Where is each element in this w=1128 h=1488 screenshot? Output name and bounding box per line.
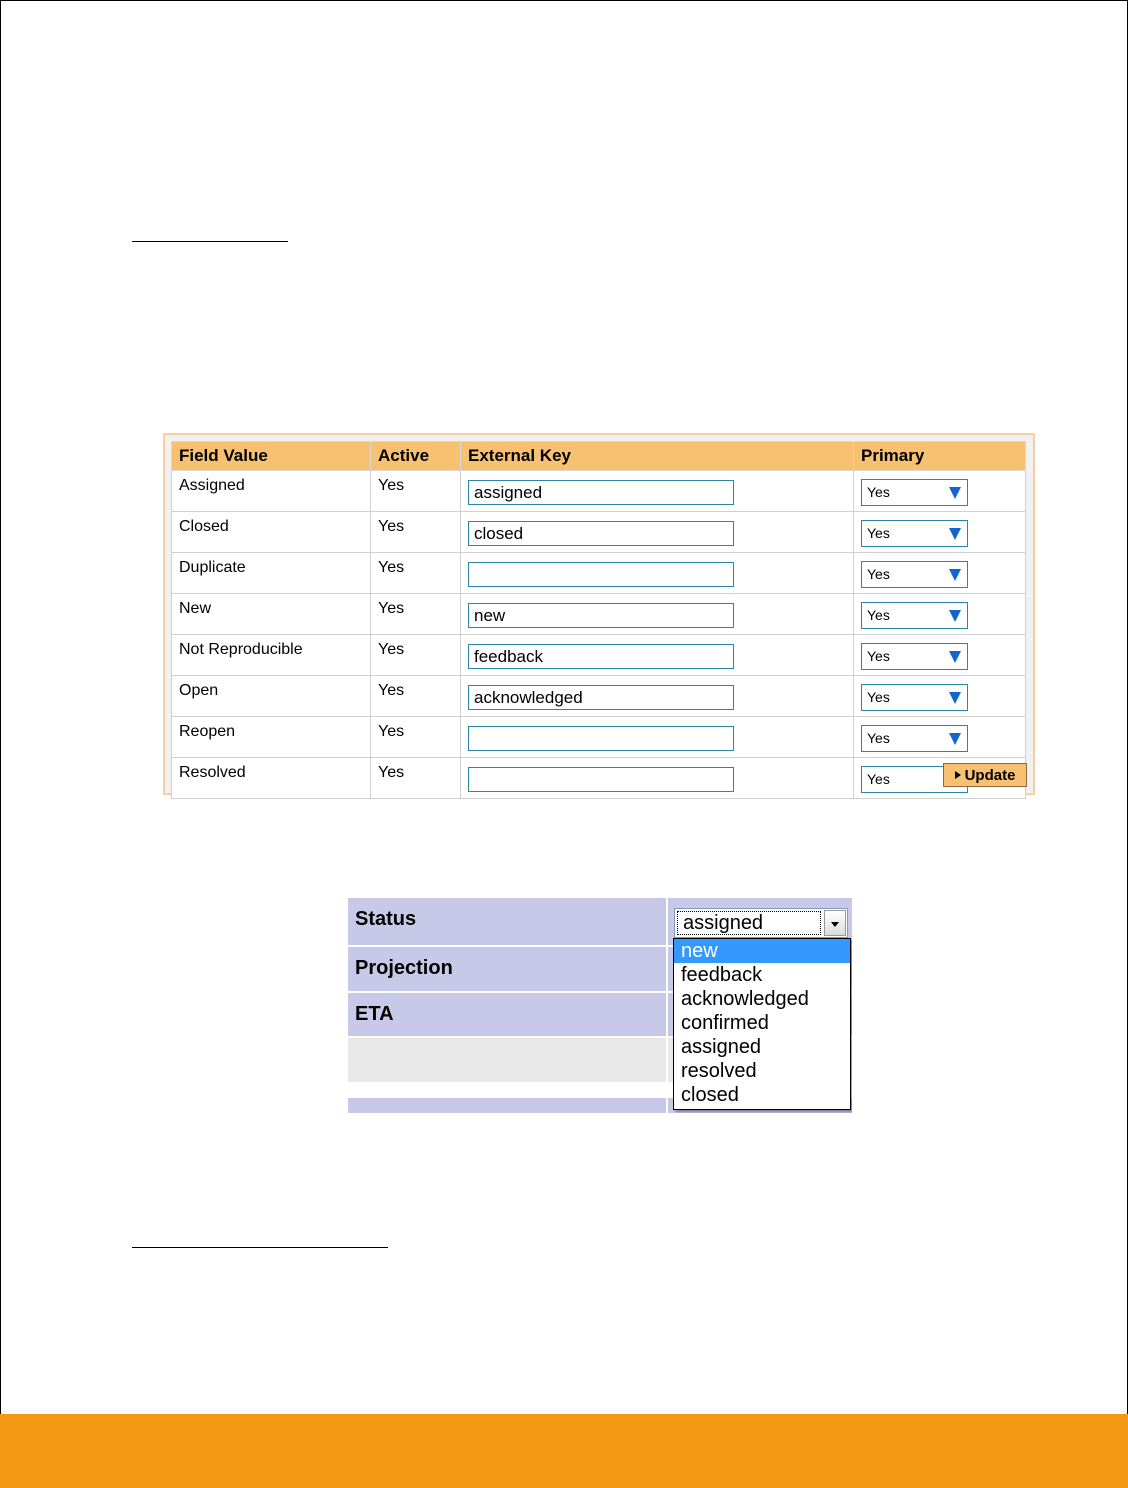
primary-select-value: Yes — [867, 688, 890, 705]
dropdown-arrow-icon — [949, 569, 961, 581]
active-cell: Yes — [371, 594, 461, 635]
status-options-list — [673, 938, 851, 1110]
status-option-feedback[interactable]: feedback — [681, 964, 763, 986]
table-row — [172, 717, 1026, 758]
header-primary: Primary — [854, 442, 1026, 471]
status-select[interactable] — [674, 908, 848, 938]
primary-select-value: Yes — [867, 770, 890, 787]
external-key-input[interactable] — [468, 726, 734, 751]
dropdown-arrow-icon — [949, 610, 961, 622]
update-button[interactable] — [943, 763, 1027, 787]
table-row — [172, 676, 1026, 717]
active-cell: Yes — [371, 676, 461, 717]
status-option-closed[interactable]: closed — [681, 1084, 739, 1106]
primary-cell — [854, 471, 1026, 512]
primary-select-value: Yes — [867, 647, 890, 664]
active-cell: Yes — [371, 471, 461, 512]
eta-label-cell — [348, 993, 666, 1036]
primary-cell — [854, 717, 1026, 758]
chevron-down-icon — [831, 922, 839, 927]
table-row — [172, 512, 1026, 553]
projection-label: Projection — [355, 957, 453, 979]
field-value-cell: Open — [172, 676, 371, 717]
heading-underline-2 — [132, 1247, 388, 1248]
dropdown-arrow-icon — [949, 733, 961, 745]
heading-underline-1 — [132, 241, 288, 242]
active-cell: Yes — [371, 512, 461, 553]
external-key-cell — [461, 717, 854, 758]
header-active: Active — [371, 442, 461, 471]
status-option-new[interactable]: new — [674, 939, 850, 963]
external-key-cell — [461, 635, 854, 676]
status-form — [348, 898, 852, 1113]
status-select-value: assigned — [677, 911, 821, 935]
field-value-cell: Assigned — [172, 471, 371, 512]
field-value-cell: New — [172, 594, 371, 635]
dropdown-arrow-icon — [949, 692, 961, 704]
table-body — [172, 471, 1026, 799]
primary-select[interactable] — [861, 561, 968, 588]
header-external-key: External Key — [461, 442, 854, 471]
primary-select-value: Yes — [867, 565, 890, 582]
update-button-label: Update — [964, 766, 1016, 784]
dropdown-arrow-icon — [949, 487, 961, 499]
dropdown-arrow-icon — [949, 651, 961, 663]
field-value-cell: Reopen — [172, 717, 371, 758]
primary-cell — [854, 553, 1026, 594]
external-key-cell — [461, 758, 854, 799]
primary-select-value: Yes — [867, 729, 890, 746]
active-cell: Yes — [371, 717, 461, 758]
field-value-cell: Closed — [172, 512, 371, 553]
primary-cell — [854, 594, 1026, 635]
primary-select[interactable] — [861, 725, 968, 752]
external-key-input[interactable] — [468, 603, 734, 628]
external-key-input[interactable] — [468, 521, 734, 546]
field-value-cell: Not Reproducible — [172, 635, 371, 676]
external-key-input[interactable] — [468, 685, 734, 710]
external-key-cell — [461, 471, 854, 512]
table-row — [172, 758, 1026, 799]
primary-cell — [854, 512, 1026, 553]
external-key-cell — [461, 553, 854, 594]
spacer-row — [348, 1038, 666, 1082]
status-option-assigned[interactable]: assigned — [681, 1036, 762, 1058]
primary-select[interactable] — [861, 520, 968, 547]
table-row — [172, 471, 1026, 512]
external-key-cell — [461, 594, 854, 635]
dropdown-arrow-icon — [949, 528, 961, 540]
field-value-cell: Resolved — [172, 758, 371, 799]
external-key-input[interactable] — [468, 644, 734, 669]
external-key-cell — [461, 676, 854, 717]
status-option-confirmed[interactable]: confirmed — [681, 1012, 769, 1034]
field-mapping-panel — [163, 433, 1035, 795]
external-key-input[interactable] — [468, 480, 734, 505]
table-row — [172, 594, 1026, 635]
field-mapping-table — [171, 441, 1026, 799]
primary-select[interactable] — [861, 602, 968, 629]
primary-select-value: Yes — [867, 483, 890, 500]
dropdown-button[interactable] — [824, 910, 846, 936]
primary-select-value: Yes — [867, 606, 890, 623]
table-header-row — [172, 442, 1026, 471]
status-label-cell — [348, 898, 666, 945]
next-label-cell — [348, 1098, 666, 1113]
table-row — [172, 553, 1026, 594]
status-label: Status — [355, 908, 417, 930]
primary-select[interactable] — [861, 684, 968, 711]
external-key-input[interactable] — [468, 562, 734, 587]
table-row — [172, 635, 1026, 676]
active-cell: Yes — [371, 758, 461, 799]
primary-select-value: Yes — [867, 524, 890, 541]
status-option-resolved[interactable]: resolved — [681, 1060, 757, 1082]
primary-cell — [854, 635, 1026, 676]
primary-cell — [854, 676, 1026, 717]
field-value-cell: Duplicate — [172, 553, 371, 594]
active-cell: Yes — [371, 553, 461, 594]
primary-select[interactable] — [861, 479, 968, 506]
projection-label-cell — [348, 947, 666, 991]
play-arrow-icon — [955, 771, 961, 779]
active-cell: Yes — [371, 635, 461, 676]
external-key-cell — [461, 512, 854, 553]
external-key-input[interactable] — [468, 767, 734, 792]
footer-bar — [0, 1414, 1128, 1488]
primary-select[interactable] — [861, 643, 968, 670]
header-field-value: Field Value — [172, 442, 371, 471]
status-option-acknowledged[interactable]: acknowledged — [681, 988, 809, 1010]
eta-label: ETA — [355, 1003, 394, 1025]
